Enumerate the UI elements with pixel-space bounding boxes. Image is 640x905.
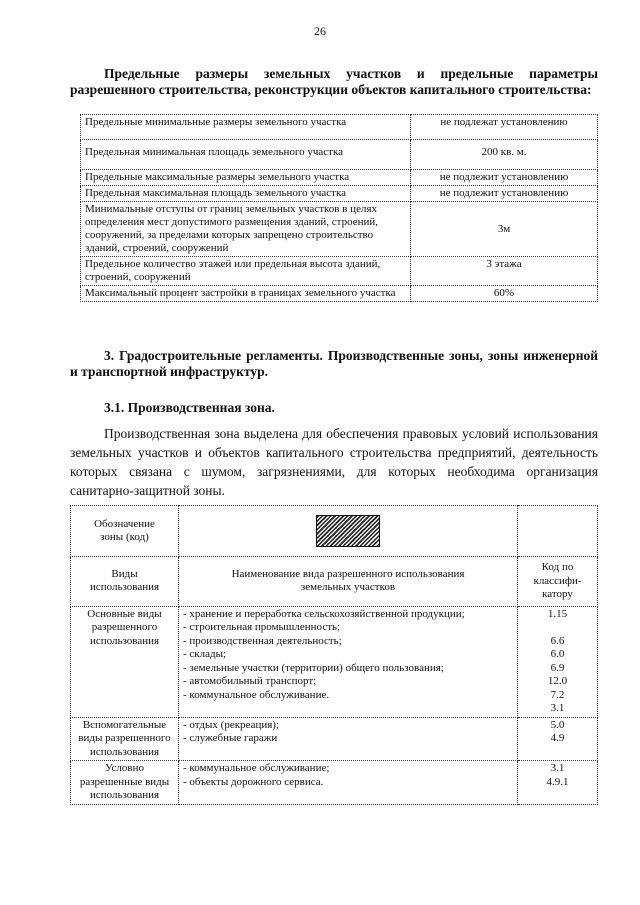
limit-param: Предельные минимальные размеры земельного участка	[81, 115, 411, 140]
limit-value: 3 этажа	[411, 257, 598, 286]
limit-param: Предельное количество этажей или предельная высота зданий, строений, сооружений	[81, 257, 411, 286]
table-row	[81, 170, 598, 186]
table-row	[81, 140, 598, 170]
code-value: 1.15	[547, 607, 568, 620]
table-row	[81, 257, 598, 286]
list-item: - объекты дорожного сервиса.	[183, 775, 324, 788]
zone-hatch-swatch	[316, 515, 380, 547]
limit-value: 60%	[411, 286, 598, 302]
code-value: 5.0	[550, 718, 565, 731]
group-conditional-items	[179, 761, 518, 805]
list-item: - строительная промышленность;	[183, 621, 341, 633]
table-row	[71, 557, 598, 607]
code-value: 6.6	[550, 634, 565, 647]
column-header-usage: Виды использования	[71, 557, 179, 607]
list-item: - земельные участки (территории) общего пользования;	[183, 661, 444, 674]
limit-param: Предельная минимальная площадь земельного участка	[81, 140, 411, 170]
code-value: 3.1	[550, 762, 565, 774]
code-value: 3.1	[550, 702, 565, 714]
column-header-code: Код по классифи-катору	[518, 557, 598, 607]
list-item: - отдых (рекреация);	[183, 718, 280, 731]
group-auxiliary-items	[179, 717, 518, 761]
table-row	[71, 506, 598, 557]
list-item: - склады;	[183, 648, 227, 660]
table-row	[81, 286, 598, 302]
group-main-name: Основные виды разрешенного использования	[71, 606, 179, 717]
list-item: - коммунальное обслуживание.	[183, 688, 330, 701]
limit-param: Максимальный процент застройки в границах земельного участка	[81, 286, 411, 302]
limit-param: Предельная максимальная площадь земельного участка	[81, 186, 411, 202]
list-item: - хранение и переработка сельскохозяйственной продукции;	[183, 607, 465, 620]
column-header-name: Наименование вида разрешенного использования земельных участков	[179, 557, 518, 607]
zone-code-label: Обозначение зоны (код)	[71, 506, 179, 557]
list-item: - производственная деятельность;	[183, 634, 342, 647]
group-conditional-name: Условно разрешенные виды использования	[71, 761, 179, 805]
limit-value: не подлежит установлению	[411, 170, 598, 186]
code-value: 4.9	[550, 732, 565, 744]
table-row	[71, 761, 598, 805]
limits-table	[80, 114, 598, 302]
table-row	[81, 202, 598, 257]
code-value: 6.9	[550, 661, 565, 674]
limits-heading: Предельные размеры земельных участков и предельные параметры разрешенного строительства, реконструкции объектов капитального строительства:	[70, 66, 598, 97]
zone-description: Производственная зона выделена для обеспечения правовых условий использования земельных участков и объектов капитального строительства предприятий, деятельность которых связана с шумом, загрязнениями, для которых необходима организация санитарно-защитной зоны.	[70, 426, 598, 498]
list-item: - служебные гаражи	[183, 732, 278, 744]
group-main-codes	[518, 606, 598, 717]
zone-hatch-cell	[179, 506, 518, 557]
list-item: - коммунальное обслуживание;	[183, 762, 330, 774]
limit-value: 3м	[411, 202, 598, 257]
section-3-heading: 3. Градостроительные регламенты. Производственные зоны, зоны инженерной и транспортной инфраструктур.	[70, 348, 598, 379]
limit-param: Минимальные отступы от границ земельных участков в целях определения мест допустимого размещения зданий, строений, сооружений, за пределами которых запрещено строительство зданий, строений, сооружений	[81, 202, 411, 257]
limit-value: 200 кв. м.	[411, 140, 598, 170]
group-main-items	[179, 606, 518, 717]
table-row	[81, 115, 598, 140]
list-item: - автомобильный транспорт;	[183, 675, 317, 687]
group-auxiliary-name: Вспомогательные виды разрешенного использования	[71, 717, 179, 761]
group-conditional-codes	[518, 761, 598, 805]
code-value: 12.0	[547, 675, 568, 687]
group-auxiliary-codes	[518, 717, 598, 761]
limit-value: не подлежат установлению	[411, 115, 598, 140]
code-value: 6.0	[550, 648, 565, 660]
limit-value: не подлежит установлению	[411, 186, 598, 202]
code-value: 4.9.1	[546, 775, 569, 788]
code-value: 7.2	[550, 688, 565, 701]
table-row	[71, 717, 598, 761]
empty-cell	[518, 506, 598, 557]
section-3-1-heading: 3.1. Производственная зона.	[104, 400, 275, 415]
table-row	[71, 606, 598, 717]
table-row	[81, 186, 598, 202]
limit-param: Предельные максимальные размеры земельного участка	[81, 170, 411, 186]
zone-table	[70, 505, 598, 805]
page-number: 26	[314, 24, 326, 38]
